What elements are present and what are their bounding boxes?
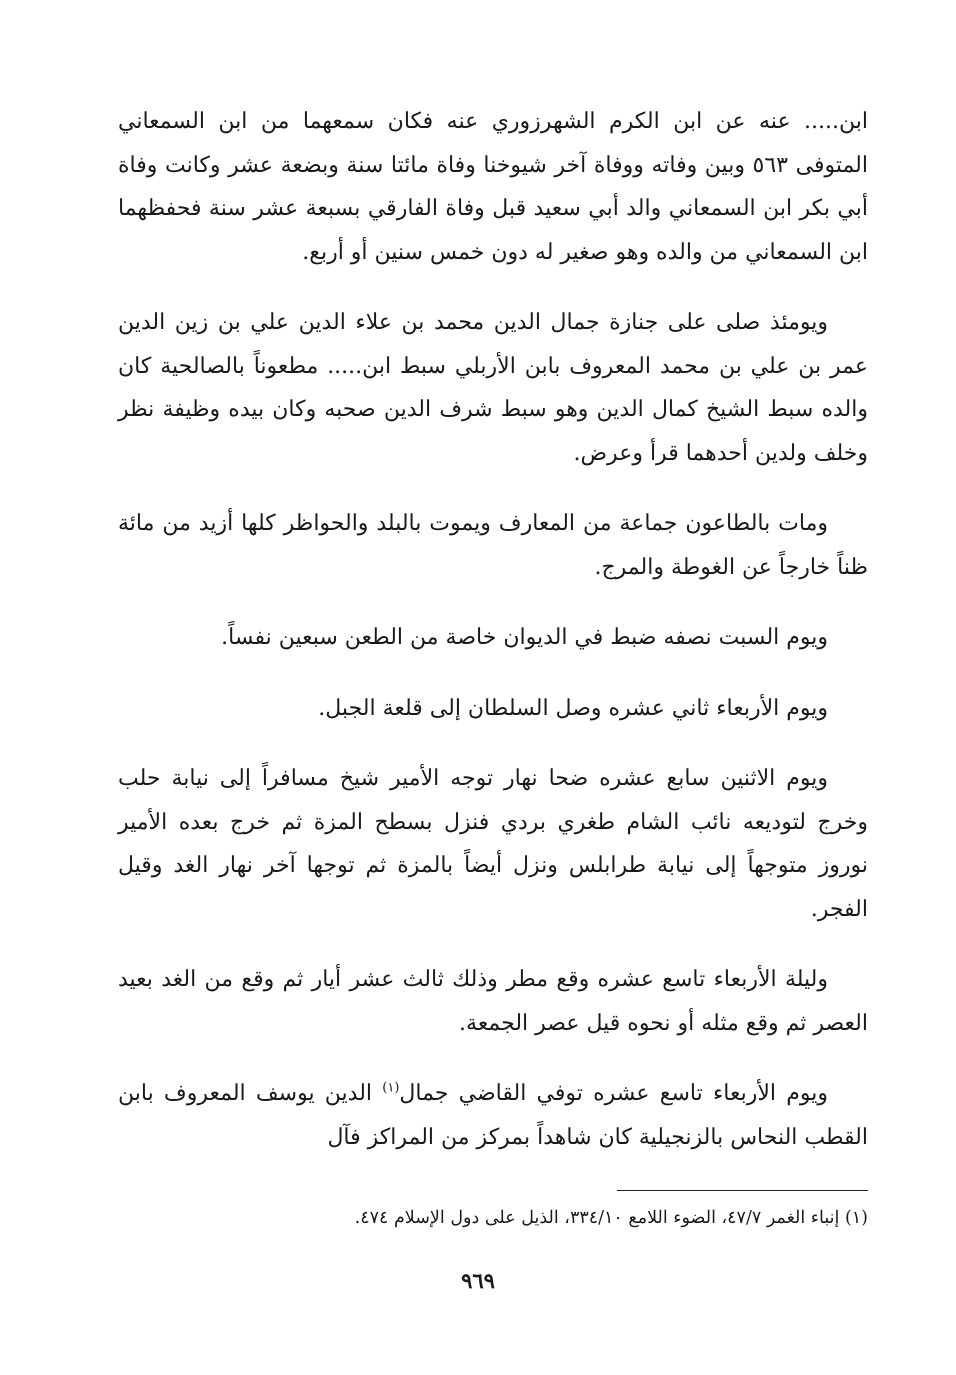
- paragraph-8: [118, 1072, 868, 1159]
- page-number: ٩٦٩: [461, 1268, 495, 1293]
- paragraph-4: ويوم السبت نصفه ضبط في الديوان خاصة من الطعن سبعين نفساً.: [221, 625, 828, 650]
- footnote-marker: (١): [382, 1080, 400, 1096]
- paragraph-8-start: ويوم الأربعاء تاسع عشره توفي القاضي جمال: [399, 1081, 828, 1106]
- paragraph-5: ويوم الأربعاء ثاني عشره وصل السلطان إلى قلعة الجبل.: [318, 695, 828, 721]
- paragraph-7: وليلة الأربعاء تاسع عشره وقع مطر وذلك ثالث عشر أيار ثم وقع من الغد بعيد العصر ثم وقع مثله أو نحوه قيل عصر الجمعة.: [118, 967, 868, 1036]
- footnote: (١) إنباء الغمر ٤٧/٧، الضوء اللامع ٣٣٤/١٠، الذيل على دول الإسلام ٤٧٤.: [354, 1208, 868, 1228]
- paragraph-3: ومات بالطاعون جماعة من المعارف ويموت بالبلد والحواظر كلها أزيد من مائة ظناً خارجاً عن الغوطة والمرج.: [118, 511, 868, 580]
- footnote-separator: [617, 1190, 868, 1191]
- paragraph-1: ابن..... عنه عن ابن الكرم الشهرزوري عنه فكان سمعهما من ابن السمعاني المتوفى ٥٦٣ وبين وفاته ووفاة آخر شيوخنا وفاة مائتا سنة وبضعة عشر وكانت وفاة أبي بكر ابن السمعاني والد أبي سعيد قبل وفاة الفارقي بسبعة عشر سنة فحفظهما ابن السمعاني من والده وهو صغير له دون خمس سنين أو أربع.: [118, 109, 868, 265]
- main-text: [118, 100, 868, 1186]
- paragraph-8-end: الدين يوسف المعروف بابن القطب النحاس بالزنجيلية كان شاهداً بمركز من المراكز فآل: [118, 1081, 868, 1150]
- paragraph-2: ويومئذ صلى على جنازة جمال الدين محمد بن علاء الدين علي بن زين الدين عمر بن علي بن محمد المعروف بابن الأربلي سبط ابن..... مطعوناً بالصالحية كان والده سبط الشيخ كمال الدين وهو سبط شرف الدين صحبه وكان بيده وظيفة نظر وخلف ولدين أحدهما قرأ وعرض.: [118, 310, 868, 466]
- paragraph-6: ويوم الاثنين سابع عشره ضحا نهار توجه الأمير شيخ مسافراً إلى نيابة حلب وخرج لتوديعه نائب الشام طغري بردي فنزل بسطح المزة ثم خرج بعده الأمير نوروز متوجهاً إلى نيابة طرابلس ونزل أيضاً بالمزة ثم توجها آخر نهار الغد وقيل الفجر.: [118, 766, 868, 922]
